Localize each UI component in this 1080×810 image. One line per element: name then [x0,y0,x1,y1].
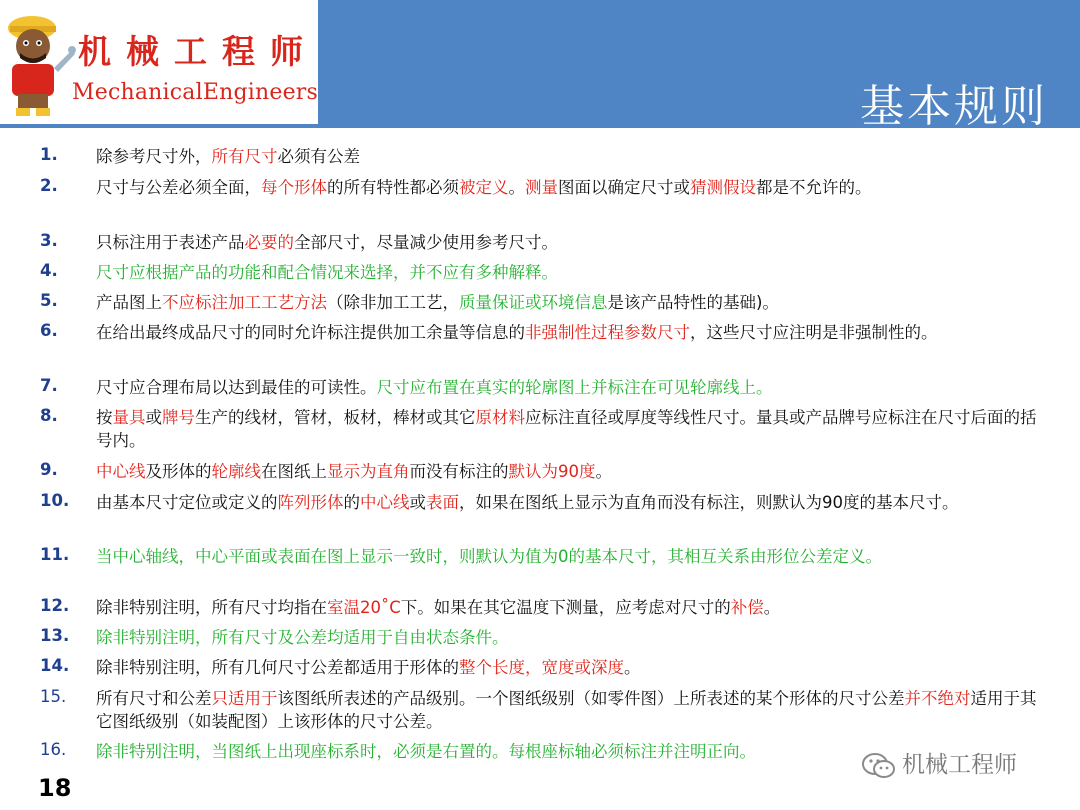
rule-number: 8. [40,406,58,425]
rule-text [96,291,1042,314]
rule-number: 10. [40,491,70,510]
rule-text [96,261,1042,284]
header-bar [0,0,1080,132]
rule-text-segment: 牌号 [162,408,195,427]
rule-text-segment: 每个形体 [261,178,327,197]
rule-text-segment: 当中心轴线，中心平面或表面在图上显示一致时，则默认为值为0的基本尺寸，其相互关系由形位公差定义。 [96,547,882,566]
rule-text-segment: ，这些尺寸应注明是非强制性的。 [690,323,938,342]
rule-text-segment: 。 [508,178,525,197]
rule-text-segment: 的 [343,493,360,512]
rule-text [96,176,1042,199]
rule-text-segment: 在给出最终成品尺寸的同时允许标注提供加工余量等信息的 [96,323,525,342]
rule-text-segment: 质量保证或环境信息 [459,293,608,312]
logo [0,0,318,124]
rule-text [96,687,1042,733]
rule-text [96,626,1042,649]
rule-text-segment: 尺寸应根据产品的功能和配合情况来选择，并不应有多种解释。 [96,263,558,282]
rule-text-segment: 或 [145,408,162,427]
rule-number: 14. [40,656,70,675]
rule-text [96,145,1042,168]
rule-text-segment: 测量 [525,178,558,197]
rule-text-segment: 。 [624,658,641,677]
rule-number: 6. [40,321,58,340]
rule-text-segment: 而没有标注的 [409,462,509,481]
rule-text-segment: 室温20˚C [327,598,401,617]
slide-title: 基本规则 [860,81,1048,132]
rule-text [96,460,1042,483]
rule-number: 4. [40,261,58,280]
rule-text-segment: 适用于其它图纸级别（如装配图）上该形体的尺寸公差。 [96,689,1037,731]
rule-text-segment: 是该产品特性的基础)。 [607,293,779,312]
rule-text-segment: 并不绝对 [904,689,971,708]
rule-text [96,656,1042,679]
rule-text-segment: 产品图上 [96,293,162,312]
rule-text-segment: 图面以确定尺寸或 [558,178,690,197]
rule-text-segment: 阵列形体 [277,493,344,512]
rule-text [96,376,1042,399]
rule-text-segment: 及形体的 [145,462,212,481]
rule-text-segment: 不应标注加工工艺方法 [162,293,327,312]
rule-text-segment: 只适用于 [211,689,278,708]
rule-text-segment: 除非特别注明，当图纸上出现座标系时，必须是右置的。每根座标轴必须标注并注明正向。 [96,742,756,761]
rule-text-segment: 默认为90度 [508,462,596,481]
rule-number: 7. [40,376,58,395]
rule-text-segment: 整个长度，宽度或深度 [459,658,624,677]
rule-number: 13. [40,626,70,645]
rule-text-segment: 必要的 [244,233,294,252]
rule-text-segment: 猜测假设 [690,178,756,197]
rule-text-segment: 全部尺寸，尽量减少使用参考尺寸。 [294,233,558,252]
rule-number: 16. [40,740,67,759]
rule-text-segment: 除非特别注明，所有几何尺寸公差都适用于形体的 [96,658,459,677]
rule-text-segment: 应标注直径或厚度等线性尺寸。量具或产品牌号应标注在尺寸后面的括号内。 [96,408,1037,450]
rule-text [96,491,1042,514]
rule-text-segment: 。 [763,598,781,617]
rule-number: 2. [40,176,58,195]
rule-text-segment: 非强制性过程参数尺寸 [525,323,690,342]
rule-text-segment: （除非加工工艺， [327,293,459,312]
logo-english-text: MechanicalEngineers [72,80,318,105]
rule-text-segment: 按 [96,408,113,427]
rule-number: 11. [40,545,70,564]
rule-number: 3. [40,231,58,250]
rule-text-segment: 除非特别注明，所有尺寸均指在 [96,598,327,617]
rule-text-segment: 在图纸上 [261,462,327,481]
rule-text-segment: 都是不允许的。 [756,178,872,197]
rule-number: 12. [40,596,70,615]
rule-text-segment: 所有尺寸和公差 [96,689,212,708]
rule-number: 1. [40,145,58,164]
engineer-mascot-icon [2,6,76,122]
rule-text-segment: 轮廓线 [211,462,261,481]
rule-text-segment: 表面 [426,493,459,512]
watermark [862,746,1017,780]
rule-number: 5. [40,291,58,310]
rule-text-segment: 尺寸与公差必须全面， [96,178,261,197]
rule-text-segment: 生产的线材，管材，板材，棒材或其它 [195,408,476,427]
rule-text-segment: 必须有公差 [277,147,360,166]
rule-text [96,545,1042,568]
rule-text [96,231,1042,254]
wechat-icon [862,752,896,780]
rule-number: 15. [40,687,67,706]
rule-text-segment: 量具 [112,408,146,427]
rule-text-segment: 除参考尺寸外， [96,147,212,166]
rule-text [96,596,1042,619]
rule-text-segment: 尺寸应合理布局以达到最佳的可读性。 [96,378,377,397]
rule-text-segment: 尺寸应布置在真实的轮廓图上并标注在可见轮廓线上。 [376,378,773,397]
rule-text [96,406,1042,452]
rule-text-segment: 由基本尺寸定位或定义的 [96,493,278,512]
watermark-text: 机械工程师 [902,752,1017,778]
rule-text-segment: 的所有特性都必须 [327,178,459,197]
rule-text-segment: 原材料 [475,408,525,427]
rule-text-segment: 只标注用于表述产品 [96,233,245,252]
rule-text-segment: 该图纸所表述的产品级别。一个图纸级别（如零件图）上所表述的某个形体的尺寸公差 [277,689,905,708]
rule-text-segment: 下。如果在其它温度下测量，应考虑对尺寸的 [400,598,731,617]
rule-text-segment: 中心线 [96,462,146,481]
page-number: 18 [38,774,72,802]
rule-text-segment: 补偿 [730,598,764,617]
rule-text [96,321,1042,344]
rule-text-segment: 或 [409,493,426,512]
rule-text-segment: 。 [595,462,612,481]
rule-text-segment: 显示为直角 [327,462,410,481]
rule-text-segment: 被定义 [459,178,509,197]
rule-text-segment: 所有尺寸 [211,147,278,166]
logo-chinese-text: 机械工程师 [78,32,318,71]
rule-text-segment: 除非特别注明，所有尺寸及公差均适用于自由状态条件。 [96,628,509,647]
rule-number: 9. [40,460,58,479]
rule-text-segment: 中心线 [360,493,410,512]
rule-text-segment: ，如果在图纸上显示为直角而没有标注，则默认为90度的基本尺寸。 [459,493,959,512]
